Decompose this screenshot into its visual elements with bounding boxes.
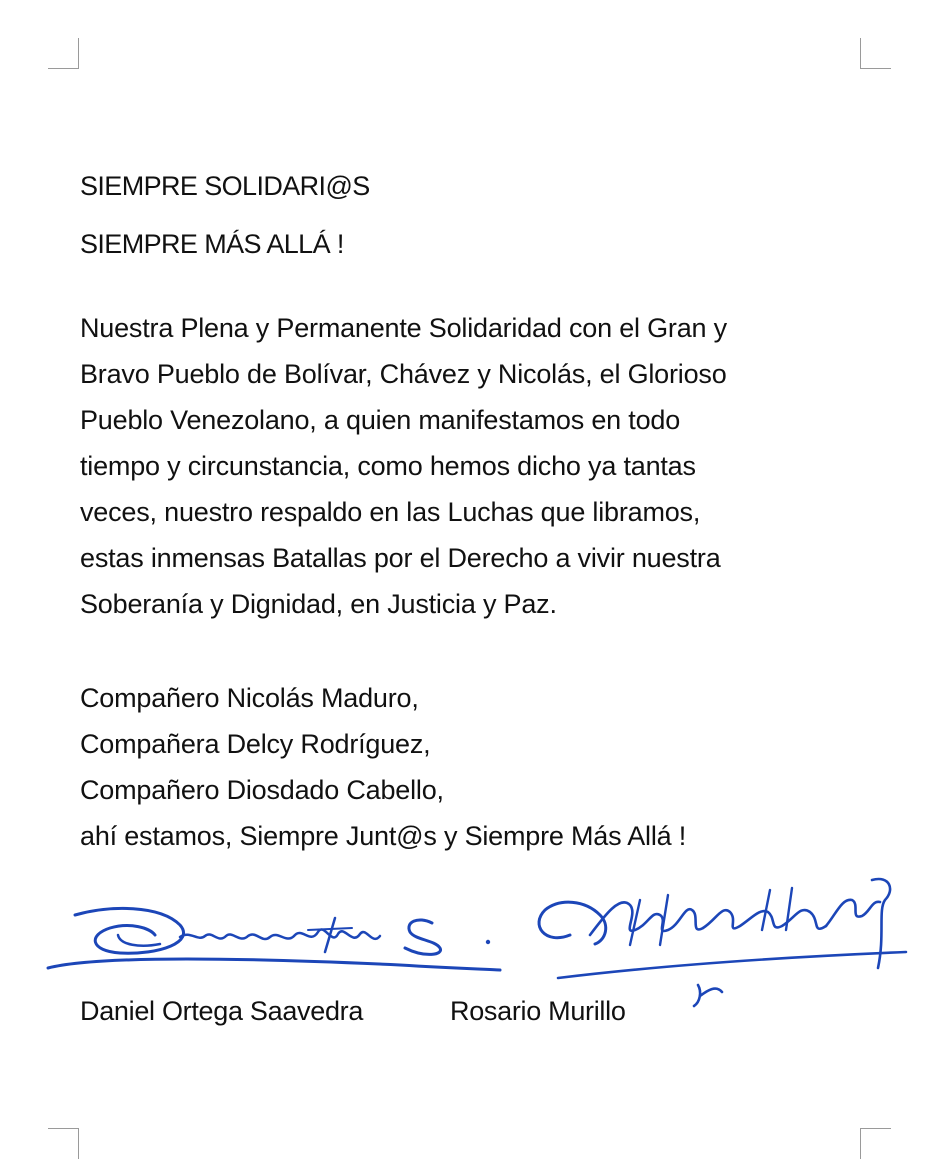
paragraph-line: Soberanía y Dignidad, en Justicia y Paz. [80, 589, 557, 619]
addressee-line: Compañero Diosdado Cabello, [80, 775, 444, 805]
paragraph-line: estas inmensas Batallas por el Derecho a vivir nuestra [80, 543, 721, 573]
paragraph-line: veces, nuestro respaldo en las Luchas que libramos, [80, 497, 701, 527]
addressee-line: Compañera Delcy Rodríguez, [80, 729, 431, 759]
paragraph-line: Bravo Pueblo de Bolívar, Chávez y Nicolás, el Glorioso [80, 359, 727, 389]
solidarity-paragraph [80, 305, 880, 627]
signature-rosario-murillo [539, 879, 906, 1006]
paragraph-line: Pueblo Venezolano, a quien manifestamos en todo [80, 405, 681, 435]
heading-line-2: SIEMPRE MÁS ALLÁ ! [80, 229, 344, 259]
addressees-block [80, 675, 686, 859]
signatory-name-rosario-murillo: Rosario Murillo [450, 996, 626, 1026]
paragraph-line: tiempo y circunstancia, como hemos dicho ya tantas [80, 451, 696, 481]
addressee-line: Compañero Nicolás Maduro, [80, 683, 419, 713]
heading-line-1: SIEMPRE SOLIDARI@S [80, 171, 370, 201]
paragraph-line: Nuestra Plena y Permanente Solidaridad con el Gran y [80, 313, 727, 343]
closing-line: ahí estamos, Siempre Junt@s y Siempre Más Allá ! [80, 821, 687, 851]
margin-mark-bottom-left [48, 1128, 79, 1159]
signatory-name-daniel-ortega: Daniel Ortega Saavedra [80, 996, 364, 1026]
signature-daniel-ortega [48, 908, 500, 970]
margin-mark-bottom-right [860, 1128, 891, 1159]
margin-mark-top-left [48, 38, 79, 69]
margin-mark-top-right [860, 38, 891, 69]
